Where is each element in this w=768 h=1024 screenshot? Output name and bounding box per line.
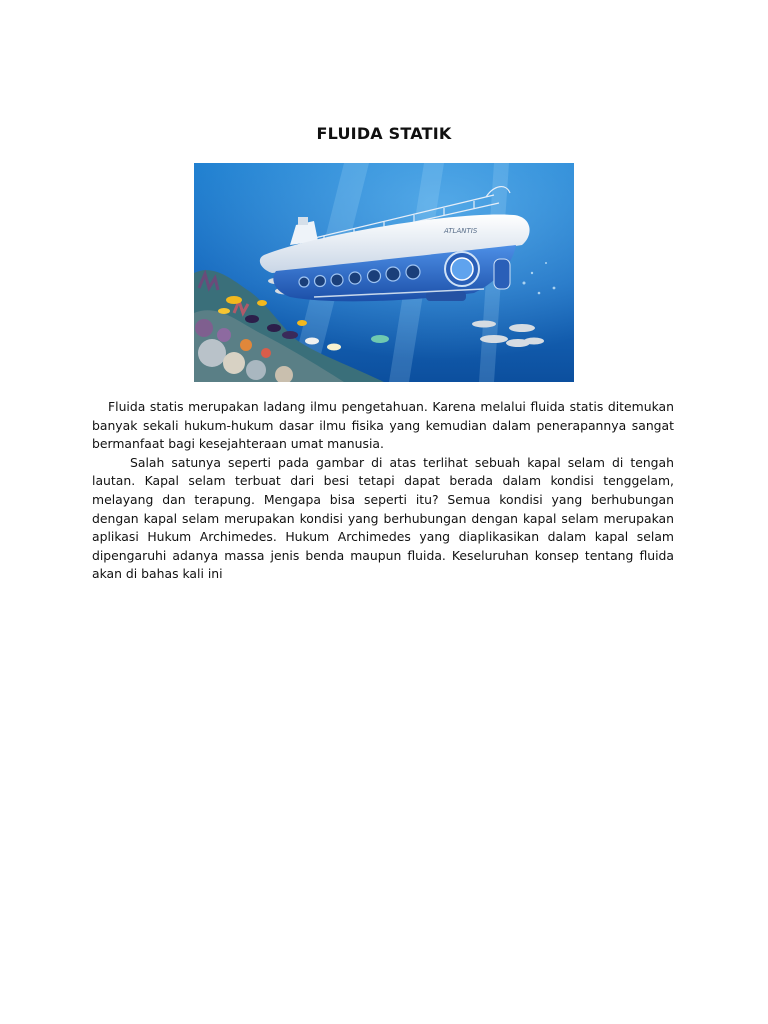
submarine-photo bbox=[194, 163, 574, 382]
submarine-label: ATLANTIS bbox=[444, 227, 478, 235]
paragraph-intro: Fluida statis merupakan ladang ilmu pengetahuan. Karena melalui fluida statis ditemukan banyak sekali hukum-hukum dasar ilmu fisika yang kemudian dalam penerapannya sangat bermanfaat bagi kesejahteraan umat manusia. bbox=[92, 399, 674, 452]
body-text bbox=[92, 398, 674, 584]
submarine-illustration bbox=[194, 163, 574, 382]
paragraph-archimedes: Salah satunya seperti pada gambar di atas terlihat sebuah kapal selam di tengah lautan. Kapal selam terbuat dari besi tetapi dapat berada dalam kondisi tenggelam, melayang dan terapung. Mengapa bisa seperti itu? Semua kondisi yang berhubungan dengan kapal selam merupakan kondisi yang berhubungan dengan kapal selam merupakan aplikasi Hukum Archimedes. Hukum Archimedes yang diaplikasikan dalam kapal selam dipengaruhi adanya massa jenis benda maupun fluida. Keseluruhan konsep tentang fluida akan di bahas kali ini bbox=[92, 454, 674, 582]
page-title: FLUIDA STATIK bbox=[316, 124, 452, 143]
